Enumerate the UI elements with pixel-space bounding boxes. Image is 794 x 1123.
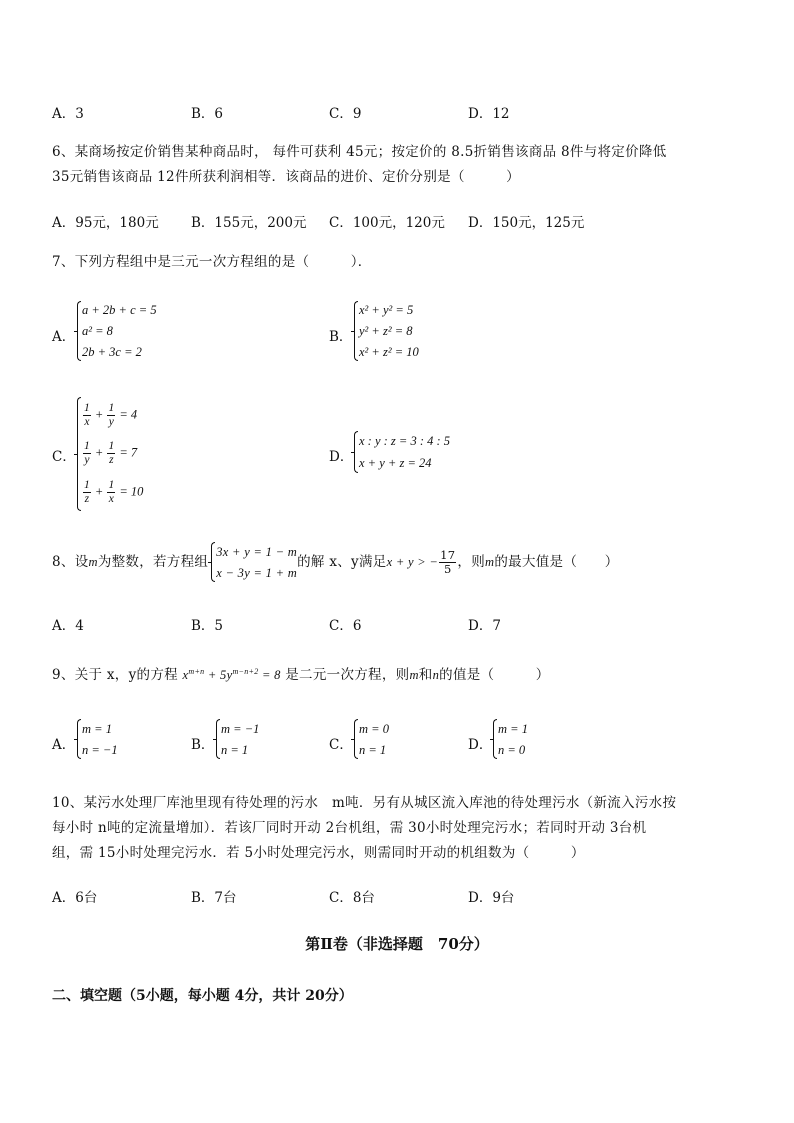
q9-option-b-system: m = −1 n = 1 (213, 718, 259, 760)
q9-option-c-system: m = 0 n = 1 (351, 718, 389, 760)
q7-option-c-system (74, 396, 143, 512)
q7-option-d-label: D． (329, 449, 354, 465)
q5-option-a: A．3 (52, 106, 84, 122)
q10-stem-line1: 10、某污水处理厂库池里现有待处理的污水 m吨．另有从城区流入库池的待处理污水（新流入污水按 (52, 795, 677, 811)
q7-option-c-label: C． (52, 449, 76, 465)
section-title: 第Ⅱ卷（非选择题 70分） (305, 935, 489, 953)
q10-option-c: C．8台 (329, 890, 375, 906)
q7-stem: 7、下列方程组中是三元一次方程组的是（ ）． (52, 254, 372, 270)
equation: $\frac{1}{x}$ + $\frac{1}{y}$ = 4 (84, 401, 138, 428)
q5-option-d: D．12 (468, 106, 510, 122)
q9-option-b-label: B． (191, 737, 215, 753)
q6-stem-line2: 35元销售该商品 12件所获利润相等．该商品的进价、定价分别是（ ） (52, 169, 520, 185)
q6-option-c: C．100元，120元 (329, 215, 445, 231)
q9-option-c-label: C． (329, 737, 353, 753)
q8-stem: 8、设 m 为整数，若方程组 3x + y = 1 − m x − 3y = 1 + m 的解 x、y满足 x + y > − $\frac{17}{5}$ ，则 m 的最大值是（ ） (52, 540, 619, 584)
equation: a + 2b + c = 5 (82, 303, 157, 318)
fraction: $\frac{17}{5}$ (440, 547, 456, 576)
q10-option-a: A．6台 (52, 890, 98, 906)
q9-option-a-system: m = 1 n = −1 (74, 718, 118, 760)
q9-option-d-system: m = 1 n = 0 (490, 718, 528, 760)
brace-icon (74, 300, 80, 362)
equation: x² + y² = 5 (359, 303, 414, 318)
q6-option-a: A．95元，180元 (52, 215, 159, 231)
q9-option-d-label: D． (468, 737, 493, 753)
equation: $\frac{1}{z}$ + $\frac{1}{x}$ = 10 (84, 479, 144, 506)
brace-icon (351, 430, 357, 474)
equation: a² = 8 (82, 323, 113, 338)
q7-option-b-label: B． (329, 329, 353, 345)
brace-icon (351, 300, 357, 362)
q7-option-d-system (351, 430, 450, 474)
q10-stem-line2: 每小时 n吨的定流量增加）．若该厂同时开动 2台机组，需 30小时处理完污水；若同时开动 3台机 (52, 820, 647, 836)
brace-icon (351, 718, 357, 760)
equation: 2b + 3c = 2 (82, 344, 142, 359)
brace-icon (74, 718, 80, 760)
q8-option-c: C．6 (329, 618, 362, 634)
q7-option-a-label: A． (52, 329, 76, 345)
equation: y² + z² = 8 (359, 323, 413, 338)
q8-system: 3x + y = 1 − m x − 3y = 1 + m (208, 541, 297, 583)
q7-option-b-system (351, 300, 419, 362)
brace-icon (213, 718, 219, 760)
part-title: 二、填空题（5小题，每小题 4分，共计 20分） (52, 988, 353, 1004)
brace-icon (74, 396, 80, 512)
equation: x² + z² = 10 (359, 344, 419, 359)
q10-option-b: B．7台 (191, 890, 237, 906)
equation: x : y : z = 3 : 4 : 5 (359, 434, 451, 448)
q9-stem: 9、关于 x，y的方程 $x^{m+n} + 5y^{m-n+2} = 8$ 是二元一次方程，则m和n的值是（ ） (52, 667, 550, 684)
q6-option-b: B．155元，200元 (191, 215, 307, 231)
q6-option-d: D．150元，125元 (468, 215, 585, 231)
brace-icon (208, 541, 214, 583)
q8-option-d: D．7 (468, 618, 501, 634)
q9-expression: $x^{m+n} + 5y^{m-n+2} = 8$ (182, 667, 281, 683)
q7-option-a-system (74, 300, 157, 362)
q5-option-b: B．6 (191, 106, 224, 122)
q8-option-b: B．5 (191, 618, 224, 634)
equation: $\frac{1}{y}$ + $\frac{1}{z}$ = 7 (84, 440, 138, 467)
q10-stem-line3: 组，需 15小时处理完污水．若 5小时处理完污水，则需同时开动的机组数为（ ） (52, 845, 585, 861)
equation: x + y + z = 24 (359, 456, 432, 470)
brace-icon (490, 718, 496, 760)
q9-option-a-label: A． (52, 737, 76, 753)
q6-stem-line1: 6、某商场按定价销售某种商品时， 每件可获利 45元；按定价的 8.5折销售该商品 8件与将定价降低 (52, 144, 667, 160)
q10-option-d: D．9台 (468, 890, 515, 906)
q8-option-a: A．4 (52, 618, 84, 634)
q5-option-c: C．9 (329, 106, 362, 122)
